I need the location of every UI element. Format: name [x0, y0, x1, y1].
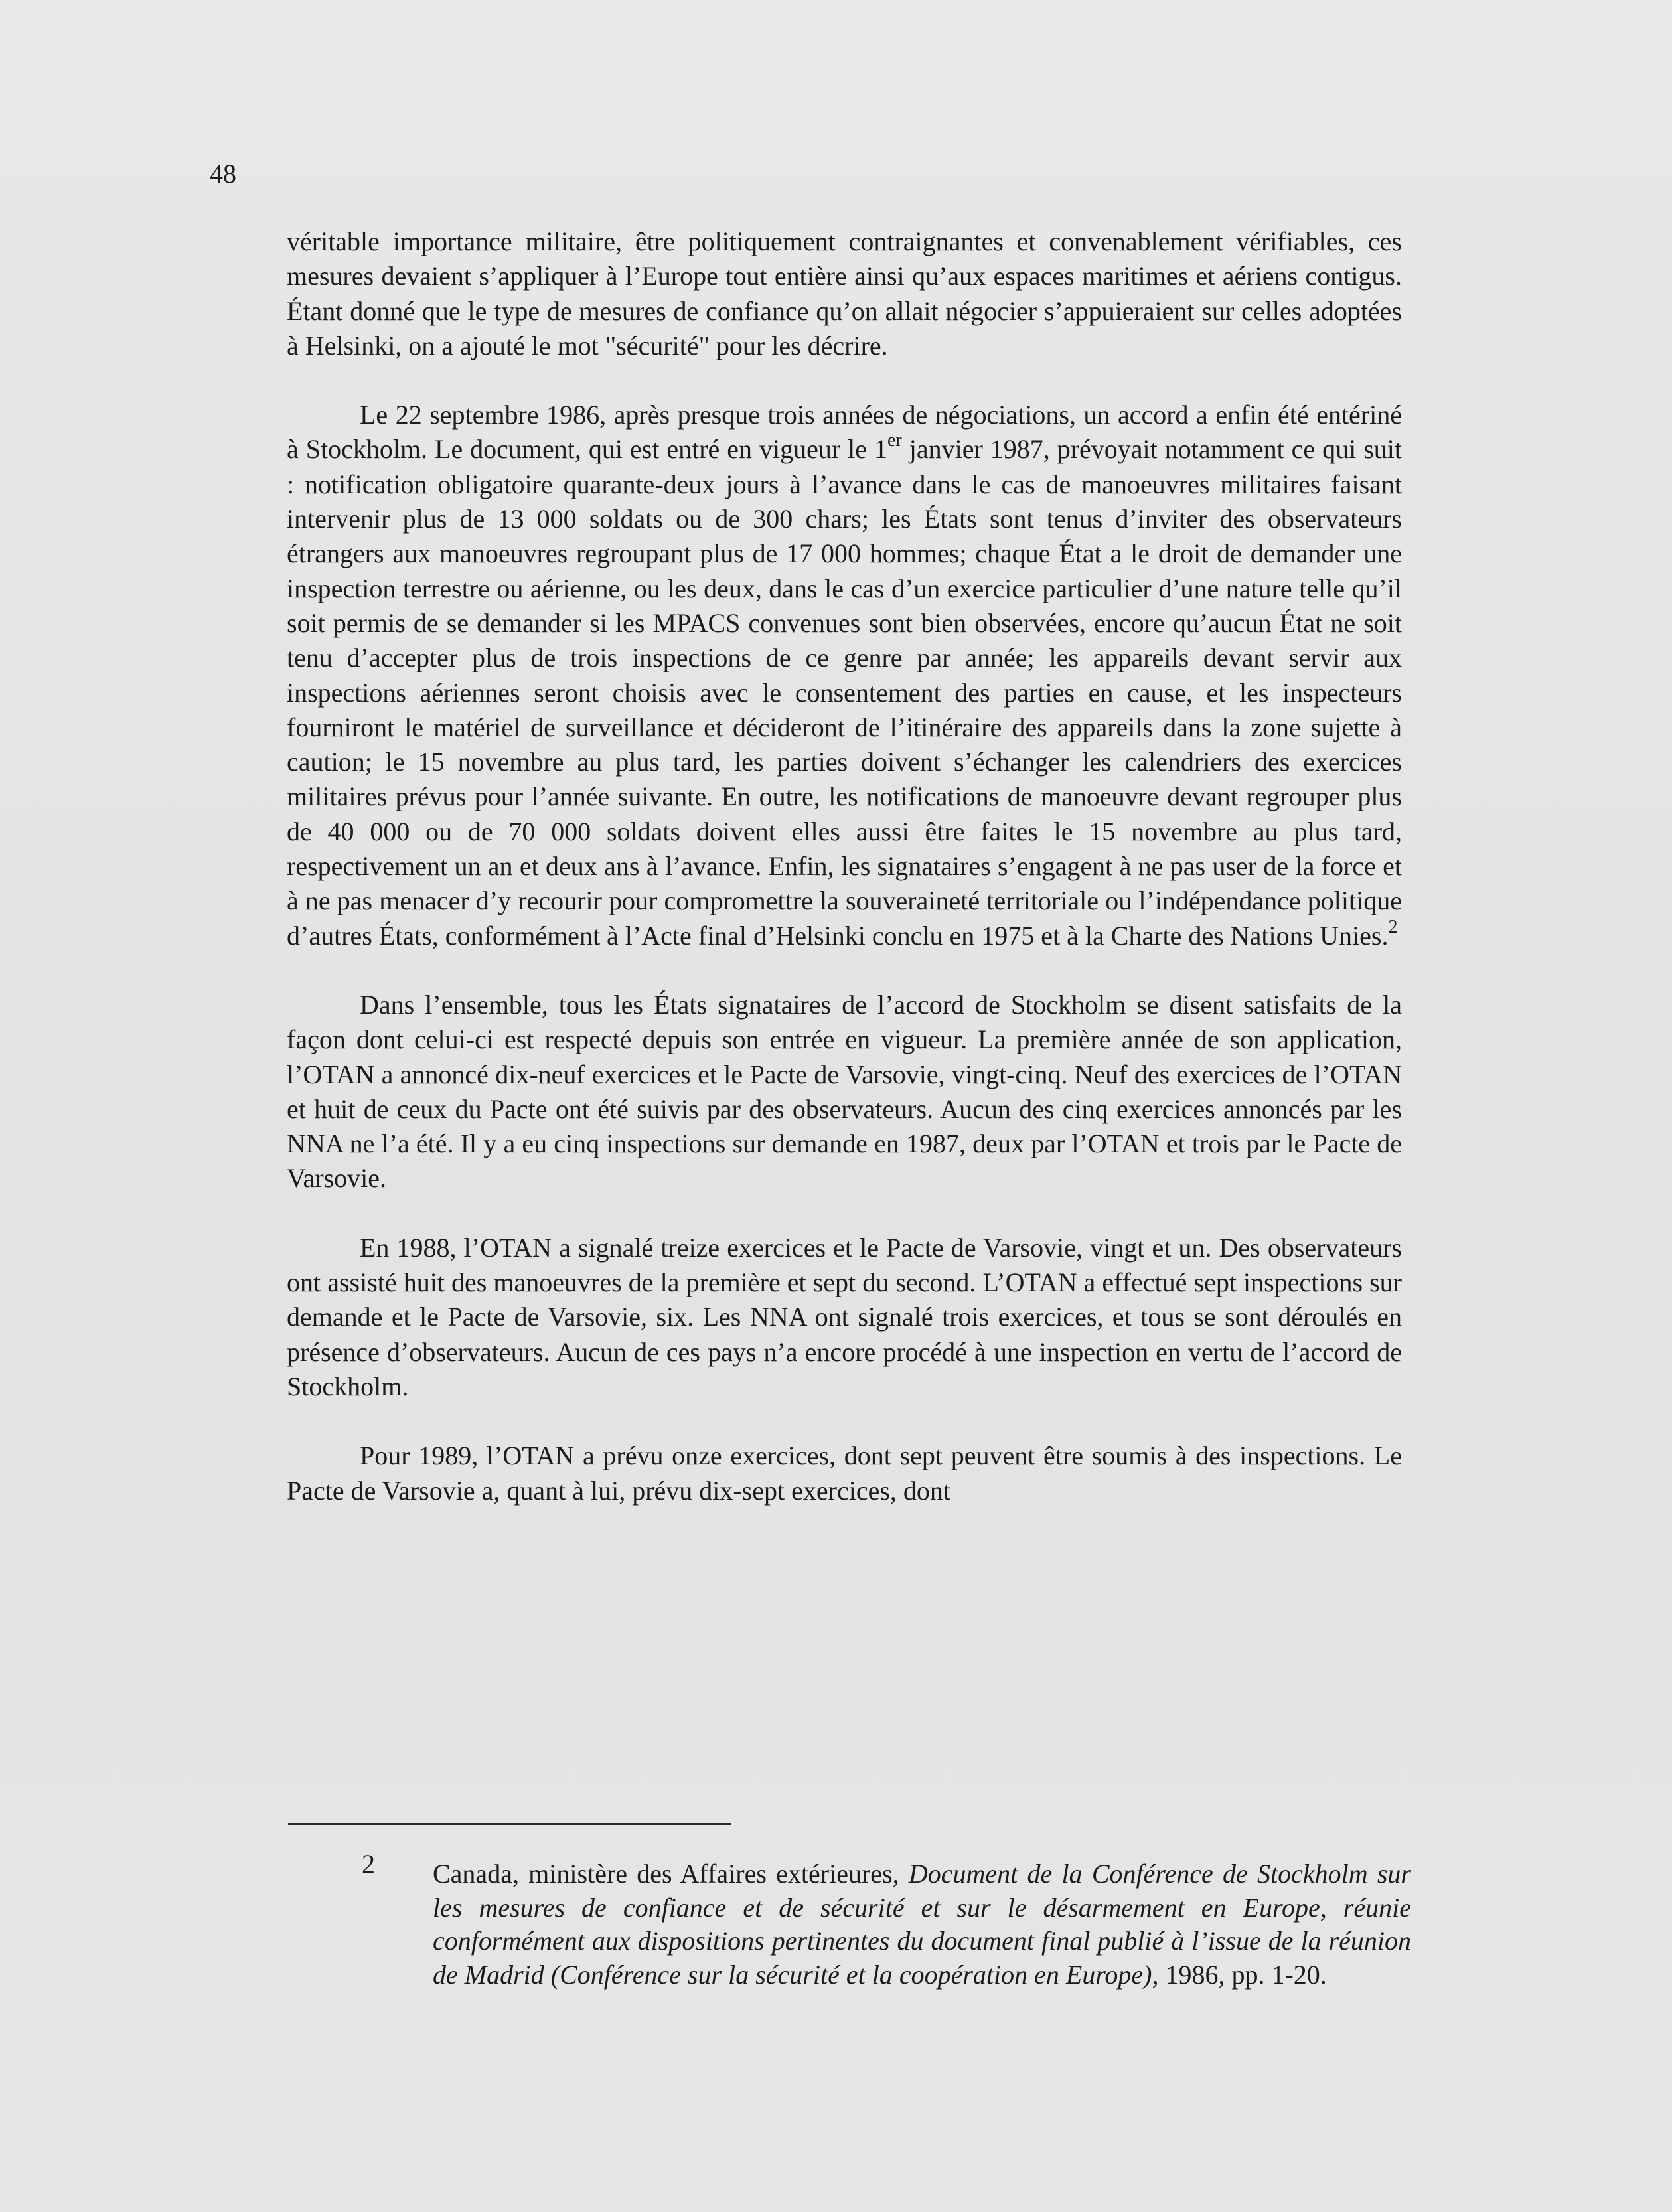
footnote-lead: Canada, ministère des Affaires extérieures, [433, 1859, 909, 1889]
paragraph-4: En 1988, l’OTAN a signalé treize exercices et le Pacte de Varsovie, vingt et un. Des observateurs ont assisté huit des manoeuvres de la première et sept du second. L’OTAN a effectué sept inspections sur demande et le Pacte de Varsovie, six. Les NNA ont signalé trois exercices, et tous se sont déroulés en présence d’observateurs. Aucun de ces pays n’a encore procédé à une inspection en vertu de l’accord de Stockholm. [287, 1232, 1402, 1401]
paragraph-2-text-end: janvier 1987, prévoyait notamment ce qui suit : notification obligatoire quarante-deux jours à l’avance dans le cas de manoeuvres militaires faisant intervenir plus de 13 000 soldats ou de 300 chars; les États sont tenus d’inviter des observateurs étrangers aux manoeuvres regroupant plus de 17 000 hommes; chaque État a le droit de demander une inspection terrestre ou aérienne, ou les deux, dans le cas d’un exercice particulier d’une nature telle qu’il soit permis de se demander si les MPACS convenues sont bien observées, encore qu’aucun État ne soit tenu d’accepter plus de trois inspections de ce genre par année; les appareils devant servir aux inspections aériennes seront choisis avec le consentement des parties en cause, et les inspecteurs fourniront le matériel de surveillance et décideront de l’itinéraire des appareils dans la zone sujette à caution; le 15 novembre au plus tard, les parties doivent s’échanger les calendriers des exercices militaires prévus pour l’année suivante. En outre, les notifications de manoeuvre devant regrouper plus de 40 000 ou de 70 000 soldats doivent elles aussi être faites le 15 novembre au plus tard, respectivement un an et deux ans à l’avance. Enfin, les signataires s’engagent à ne pas user de la force et à ne pas menacer d’y recourir pour compromettre la souveraineté territoriale ou l’indépendance politique d’autres États, conformément à l’Acte final d’Helsinki conclu en 1975 et à la Charte des Nations Unies. [287, 434, 1403, 951]
footnote-separator [288, 1823, 731, 1825]
paragraph-2-text-start: Le 22 septembre 1986, après presque trois années de négociations, un accord a enfin été entériné à Stockholm. Le document, qui est entré en vigueur le 1 [287, 400, 1402, 465]
footnote-text [433, 1857, 1411, 1992]
footnote-reference[interactable]: 2 [1388, 916, 1398, 937]
paragraph-1: véritable importance militaire, être politiquement contraignantes et convenablement vérifiables, ces mesures devaient s’appliquer à l’Europe tout entière ainsi qu’aux espaces maritimes et aériens contigus. Étant donné que le type de mesures de confiance qu’on allait négocier s’appuieraient sur celles adoptées à Helsinki, on a ajouté le mot "sécurité" pour les décrire. [287, 226, 1402, 360]
footnote-number: 2 [362, 1849, 375, 1879]
page-number: 48 [210, 159, 236, 189]
paragraph-3: Dans l’ensemble, tous les États signataires de l’accord de Stockholm se disent satisfaits de la façon dont celui-ci est respecté depuis son entrée en vigueur. La première année de son application, l’OTAN a annoncé dix-neuf exercices et le Pacte de Varsovie, vingt-cinq. Neuf des exercices de l’OTAN et huit de ceux du Pacte ont été suivis par des observateurs. Aucun des cinq exercices annoncés par les NNA ne l’a été. Il y a eu cinq inspections sur demande en 1987, deux par l’OTAN et trois par le Pacte de Varsovie. [287, 989, 1402, 1194]
footnote-tail: , 1986, pp. 1-20. [1152, 1959, 1327, 1990]
ordinal-superscript: er [887, 430, 902, 451]
footnote-title: Document de la Conférence de Stockholm sur les mesures de confiance et de sécurité et sur le désarmement en Europe, réunie conformément aux dispositions pertinentes du document final publié à l’issue de la réunion de Madrid (Conférence sur la sécurité et la coopération en Europe) [433, 1859, 1411, 1990]
paragraph-2 [287, 398, 1402, 953]
paragraph-5: Pour 1989, l’OTAN a prévu onze exercices, dont sept peuvent être soumis à des inspections. Le Pacte de Varsovie a, quant à lui, prévu dix-sept exercices, dont [287, 1441, 1402, 1506]
body-text [287, 224, 1402, 1543]
